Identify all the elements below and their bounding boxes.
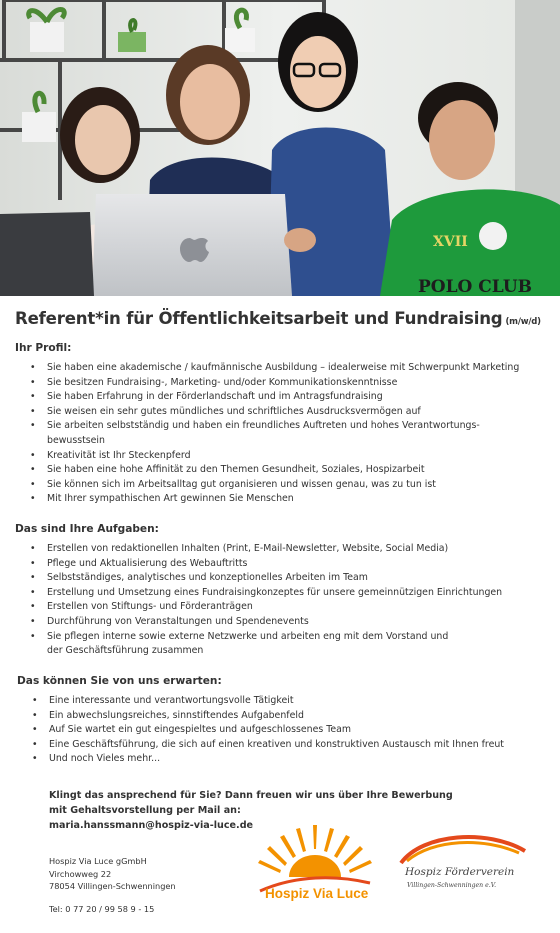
list-item: • Erstellen von Stiftungs- und Förderanträgen [15, 600, 555, 615]
list-item: • Kreativität ist Ihr Steckenpferd [15, 449, 555, 464]
list-item: • Sie haben Erfahrung in der Förderlandschaft und im Antragsfundraising [15, 390, 555, 405]
company-name: Hospiz Via Luce gGmbH [49, 856, 147, 866]
list-item: • Eine interessante und verantwortungsvolle Tätigkeit [17, 694, 557, 709]
list-item: • Sie pflegen interne sowie externe Netzwerke und arbeiten eng mit dem Vorstand und der Geschäftsführung zusammen [15, 630, 555, 659]
list-item: • Sie weisen ein sehr gutes mündliches und schriftliches Ausdrucksvermögen auf [15, 405, 555, 420]
profile-section [15, 342, 555, 507]
swoosh-icon [393, 823, 533, 893]
list-item: • Selbstständiges, analytisches und konzeptionelles Arbeiten im Team [15, 571, 555, 586]
job-title-suffix: (m/w/d) [505, 317, 541, 327]
phone: Tel: 0 77 20 / 99 58 9 - 15 [49, 903, 155, 914]
job-title [15, 309, 555, 328]
foerderverein-logo [393, 823, 533, 893]
list-item: • Und noch Vieles mehr... [17, 752, 557, 767]
list-item: • Erstellen von redaktionellen Inhalten (Print, E-Mail-Newsletter, Website, Social Media) [15, 542, 555, 557]
profile-heading: Ihr Profil: [15, 342, 72, 354]
tasks-section [15, 523, 555, 659]
list-item: • Mit Ihrer sympathischen Art gewinnen Sie Menschen [15, 492, 555, 507]
list-item: • Pflege und Aktualisierung des Webauftritts [15, 557, 555, 572]
benefits-heading: Das können Sie von uns erwarten: [17, 675, 222, 687]
tasks-heading: Das sind Ihre Aufgaben: [15, 523, 159, 535]
sun-icon [256, 823, 374, 901]
hospiz-via-luce-logo [256, 823, 374, 901]
city: 78054 Villingen-Schwenningen [49, 881, 176, 892]
list-item: • Sie besitzen Fundraising-, Marketing- und/oder Kommunikationskenntnisse [15, 376, 555, 391]
list-item: • Sie können sich im Arbeitsalltag gut organisieren und wissen genau, was zu tun ist [15, 478, 555, 493]
list-item: • Sie haben eine akademische / kaufmännische Ausbildung – idealerweise mit Schwerpunkt Marketing [15, 361, 555, 376]
street: Virchowweg 22 [49, 868, 112, 879]
foerderverein-name: Hospiz Förderverein [405, 866, 515, 878]
job-title-text: Referent*in für Öffentlichkeitsarbeit und Fundraising [15, 309, 503, 328]
list-item: • Ein abwechslungsreiches, sinnstiftendes Aufgabenfeld [17, 709, 557, 724]
profile-list [15, 361, 555, 507]
address-block [49, 855, 176, 915]
benefits-list [17, 694, 557, 767]
shirt-text: POLO CLUB [418, 277, 533, 296]
header-photo [0, 0, 560, 296]
cta-line-1: Klingt das ansprechend für Sie? Dann freuen wir uns über Ihre Bewerbung [49, 790, 453, 801]
list-item: • Durchführung von Veranstaltungen und Spendenevents [15, 615, 555, 630]
list-item: • Sie haben eine hohe Affinität zu den Themen Gesundheit, Soziales, Hospizarbeit [15, 463, 555, 478]
list-item: • Auf Sie wartet ein gut eingespieltes und aufgeschlossenes Team [17, 723, 557, 738]
list-item: • Sie arbeiten selbstständig und haben ein freundliches Auftreten und hohes Verantwortungs-bewusstsein [15, 419, 555, 448]
tasks-list [15, 542, 555, 659]
benefits-section [17, 675, 557, 767]
logo-text: Hospiz Via Luce [265, 886, 369, 901]
contact-email[interactable]: maria.hanssmann@hospiz-via-luce.de [49, 820, 254, 831]
cta-line-2: mit Gehaltsvorstellung per Mail an: [49, 805, 241, 816]
list-item: • Erstellung und Umsetzung eines Fundraisingkonzeptes für unsere gemeinnützigen Einrichtungen [15, 586, 555, 601]
shirt-number: XVII [433, 234, 468, 250]
foerderverein-city: Villingen-Schwenningen e.V. [407, 882, 497, 889]
list-item: • Eine Geschäftsführung, die sich auf einen kreativen und konstruktiven Austausch mit Ihnen freut [17, 738, 557, 753]
